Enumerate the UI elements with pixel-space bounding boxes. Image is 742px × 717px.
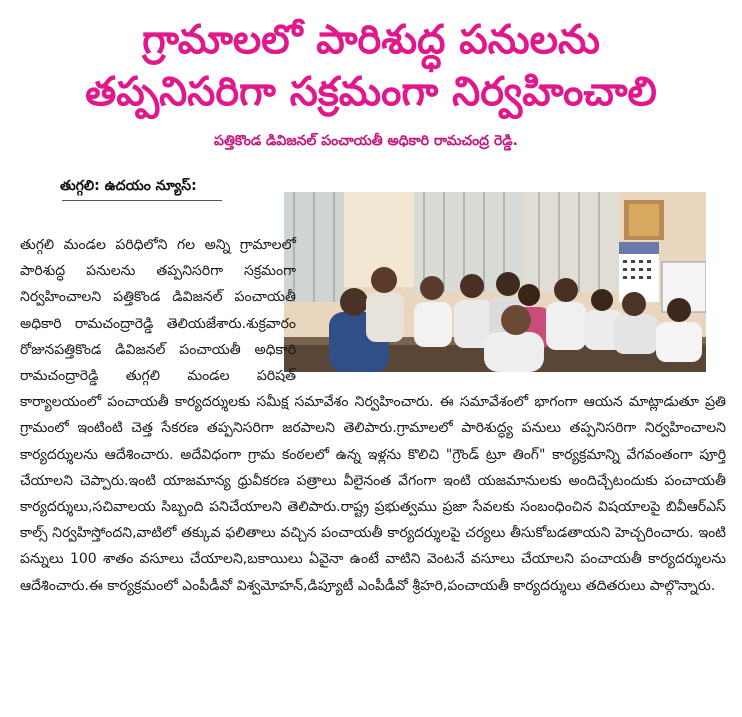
headline-line-1: గ్రామాలలో పారిశుద్ధ పనులను bbox=[142, 17, 600, 63]
article-body bbox=[20, 232, 726, 599]
dateline-underline bbox=[62, 200, 222, 201]
subheadline: పత్తికొండ డివిజనల్ పంచాయతీ అధికారి రామచంద్ర రెడ్డి. bbox=[214, 133, 518, 149]
article-text: తుగ్గలి మండల పరిధిలోని గల అన్ని గ్రామాలలో పారిశుద్ధ పనులను తప్పనిసరిగా సక్రమంగా నిర్వహించాలని పత్తికొండ డివిజనల్ పంచాయతీ అధికారి రామచంద్రారెడ్డి తెలియజేశారు.శుక్రవారం రోజునపత్తికొండ డివిజనల్ పంచాయతీ అధికారి రామచంద్రారెడ్డి తుగ్గలి మండల పరిషత్ కార్యాలయంలో పంచాయతీ కార్యదర్శులకు సమీక్ష సమావేశం నిర్వహించారు. ఈ సమావేశంలో భాగంగా ఆయన మాట్లాడుతూ ప్రతి గ్రామంలో ఇంటింటి చెత్త సేకరణ తప్పనిసరిగా జరపాలని తెలిపారు.గ్రామాలలో పారిశుద్ధ్య పనులు తప్పనిసరిగా నిర్వహించాలని కార్యదర్శులను ఆదేశించారు. అదేవిధంగా గ్రామ కంఠలలో ఉన్న ఇళ్లను కొలిచి "గ్రౌండ్ ట్రూ తింగ్" కార్యక్రమాన్ని వేగవంతంగా పూర్తి చేయాలని చెప్పారు.ఇంటి యాజమాన్య ధ్రువీకరణ పత్రాలు వీలైనంత వేగంగా ఇంటి యజమానులకు అందిచ్చేటందుకు పంచాయతీ కార్యదర్శులు,సచివాలయ సిబ్బంది పనిచేయాలని తెలిపారు.రాష్ట్ర ప్రభుత్వము ప్రజా సేవలకు సంబంధించిన విషయాలపై బివీఆర్ఎస్ కాల్స్ నిర్వహిస్తోందని,వాటిలో తక్కువ ఫలితాలు వచ్చిన పంచాయతీ కార్యదర్శులపై చర్యలు తీసుకోబడతాయని హెచ్చరించారు. ఇంటి పన్నులు 100 శాతం వసూలు చేయాలని,బకాయిలు ఏవైనా ఉంటే వాటిని వెంటనే వసూలు చేయాలని పంచాయతీ కార్యదర్శులను ఆదేశించారు.ఈ కార్యక్రమంలో ఎంపీడీవో విశ్వమోహన్,డిప్యూటీ ఎంపీడీవో శ్రీహరి,పంచాయతీ కార్యదర్శులు తదితరులు పాల్గొన్నారు. bbox=[20, 237, 726, 594]
photo-space bbox=[296, 232, 726, 380]
dateline: తుగ్గలి: ఉదయం న్యూస్: bbox=[60, 178, 197, 194]
headline-line-2: తప్పనిసరిగా సక్రమంగా నిర్వహించాలి bbox=[85, 69, 657, 115]
